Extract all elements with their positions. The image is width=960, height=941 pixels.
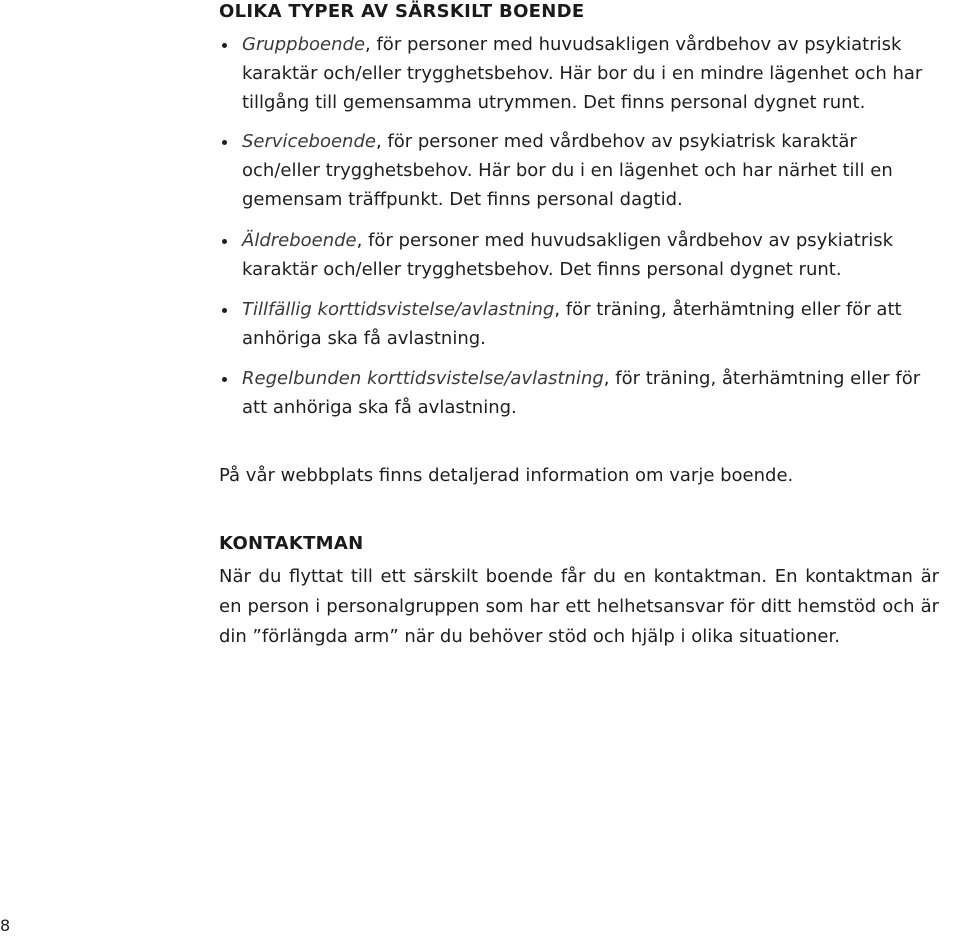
section-heading-housing-types: OLIKA TYPER AV SÄRSKILT BOENDE bbox=[219, 1, 585, 22]
list-item bbox=[219, 127, 939, 214]
list-item bbox=[219, 364, 939, 422]
bullet-icon bbox=[222, 140, 227, 145]
housing-type-term: Serviceboende bbox=[242, 131, 376, 152]
housing-type-term: Tillfällig korttidsvistelse/avlastning bbox=[242, 299, 555, 320]
housing-type-term: Äldreboende bbox=[242, 230, 357, 251]
list-item bbox=[219, 226, 939, 284]
housing-type-description: , för träning, återhämtning eller för att anhöriga ska få avlastning. bbox=[242, 299, 902, 349]
website-info-paragraph: På vår webbplats finns detaljerad information om varje boende. bbox=[219, 465, 794, 486]
housing-type-description: , för personer med huvudsakligen vårdbehov av psykiatrisk karaktär och/eller trygghetsbehov. Här bor du i en mindre lägenhet och har tillgång till gemensamma utrymmen. Det finns personal dygnet runt. bbox=[242, 34, 923, 113]
housing-type-description: , för personer med huvudsakligen vårdbehov av psykiatrisk karaktär och/eller trygghetsbehov. Det finns personal dygnet runt. bbox=[242, 230, 894, 280]
list-item bbox=[219, 30, 939, 117]
housing-type-description: , för träning, återhämtning eller för att anhöriga ska få avlastning. bbox=[242, 368, 921, 418]
bullet-icon bbox=[222, 377, 227, 382]
contact-person-paragraph: När du flyttat till ett särskilt boende får du en kontaktman. En kontaktman är en person i personalgruppen som har ett helhetsansvar för ditt hemstöd och är din ”förlängda arm” när du behöver stöd och hjälp i olika situationer. bbox=[219, 566, 939, 647]
housing-type-description: , för personer med vårdbehov av psykiatrisk karaktär och/eller trygghetsbehov. Här bor du i en lägenhet och har närhet till en gemensam träffpunkt. Det finns personal dagtid. bbox=[242, 131, 893, 210]
housing-type-term: Regelbunden korttidsvistelse/avlastning bbox=[242, 368, 604, 389]
housing-types-list bbox=[219, 30, 939, 422]
list-item bbox=[219, 295, 939, 353]
page-number: 8 bbox=[0, 916, 11, 935]
housing-type-term: Gruppboende bbox=[242, 34, 366, 55]
section-heading-contact-person: KONTAKTMAN bbox=[219, 533, 364, 554]
bullet-icon bbox=[222, 43, 227, 48]
bullet-icon bbox=[222, 308, 227, 313]
bullet-icon bbox=[222, 239, 227, 244]
